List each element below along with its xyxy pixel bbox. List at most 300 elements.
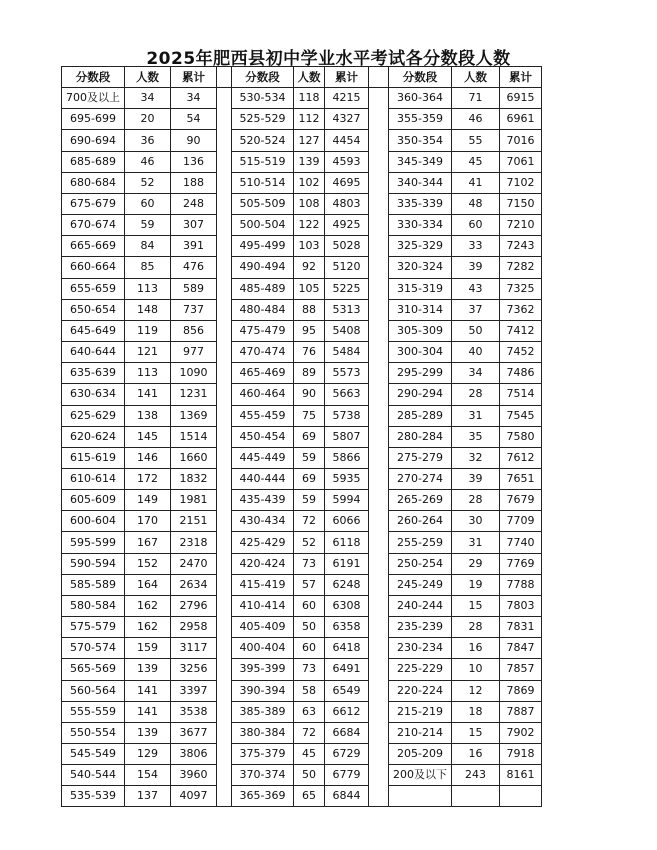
score-range-cell: 520-524 (232, 130, 294, 151)
column-gap (217, 215, 232, 236)
table-row (62, 426, 542, 447)
column-gap (369, 405, 389, 426)
score-range-cell: 340-344 (389, 172, 452, 193)
count-cell: 141 (125, 701, 171, 722)
score-range-cell: 610-614 (62, 468, 125, 489)
count-cell: 148 (125, 299, 171, 320)
cumulative-cell: 3677 (171, 722, 217, 743)
column-gap (217, 172, 232, 193)
score-range-cell: 360-364 (389, 88, 452, 109)
count-cell: 16 (452, 744, 500, 765)
column-gap (217, 701, 232, 722)
count-cell: 60 (294, 595, 325, 616)
count-cell: 60 (452, 215, 500, 236)
column-gap (369, 701, 389, 722)
score-range-cell: 225-229 (389, 659, 452, 680)
cumulative-cell: 737 (171, 299, 217, 320)
column-gap (369, 468, 389, 489)
column-gap (217, 278, 232, 299)
count-cell: 19 (452, 574, 500, 595)
table-row (62, 595, 542, 616)
cumulative-cell: 7514 (500, 384, 542, 405)
count-cell: 41 (452, 172, 500, 193)
column-gap (369, 299, 389, 320)
column-gap (369, 511, 389, 532)
column-gap (217, 722, 232, 743)
cumulative-cell: 7282 (500, 257, 542, 278)
count-cell: 139 (125, 722, 171, 743)
cumulative-cell: 7651 (500, 468, 542, 489)
score-range-cell: 320-324 (389, 257, 452, 278)
cumulative-cell: 8161 (500, 765, 542, 786)
score-range-cell: 270-274 (389, 468, 452, 489)
count-cell: 34 (125, 88, 171, 109)
score-table (61, 66, 542, 807)
column-gap (369, 278, 389, 299)
cumulative-cell: 6066 (325, 511, 369, 532)
column-gap (369, 88, 389, 109)
cumulative-cell: 248 (171, 193, 217, 214)
count-cell: 122 (294, 215, 325, 236)
count-cell: 89 (294, 363, 325, 384)
score-range-cell: 380-384 (232, 722, 294, 743)
cumulative-cell: 7869 (500, 680, 542, 701)
score-range-cell: 440-444 (232, 468, 294, 489)
score-range-cell: 625-629 (62, 405, 125, 426)
cumulative-cell: 3256 (171, 659, 217, 680)
column-header: 人数 (452, 67, 500, 88)
count-cell: 127 (294, 130, 325, 151)
score-range-cell: 505-509 (232, 193, 294, 214)
cumulative-cell: 5225 (325, 278, 369, 299)
score-range-cell: 230-234 (389, 638, 452, 659)
column-gap (217, 109, 232, 130)
count-cell: 39 (452, 468, 500, 489)
count-cell: 20 (125, 109, 171, 130)
score-range-cell: 315-319 (389, 278, 452, 299)
table-row (62, 701, 542, 722)
count-cell: 139 (125, 659, 171, 680)
column-gap (217, 67, 232, 88)
count-cell: 50 (294, 617, 325, 638)
column-header: 人数 (294, 67, 325, 88)
cumulative-cell: 7857 (500, 659, 542, 680)
score-range-cell: 530-534 (232, 88, 294, 109)
cumulative-cell: 7887 (500, 701, 542, 722)
count-cell: 73 (294, 553, 325, 574)
cumulative-cell: 54 (171, 109, 217, 130)
table-row (62, 384, 542, 405)
cumulative-cell: 7486 (500, 363, 542, 384)
column-gap (217, 384, 232, 405)
count-cell: 167 (125, 532, 171, 553)
score-range-cell: 345-349 (389, 151, 452, 172)
cumulative-cell: 2318 (171, 532, 217, 553)
column-gap (217, 342, 232, 363)
cumulative-cell: 5663 (325, 384, 369, 405)
score-range-cell: 650-654 (62, 299, 125, 320)
cumulative-cell: 6418 (325, 638, 369, 659)
column-gap (369, 638, 389, 659)
count-cell: 71 (452, 88, 500, 109)
column-header: 分数段 (232, 67, 294, 88)
column-gap (369, 744, 389, 765)
count-cell: 112 (294, 109, 325, 130)
count-cell: 52 (125, 172, 171, 193)
score-range-cell: 655-659 (62, 278, 125, 299)
count-cell: 28 (452, 490, 500, 511)
score-range-cell: 460-464 (232, 384, 294, 405)
count-cell: 45 (452, 151, 500, 172)
table-row (62, 765, 542, 786)
score-range-cell: 690-694 (62, 130, 125, 151)
count-cell: 90 (294, 384, 325, 405)
count-cell: 75 (294, 405, 325, 426)
score-range-cell: 335-339 (389, 193, 452, 214)
column-header: 累计 (500, 67, 542, 88)
score-range-cell: 310-314 (389, 299, 452, 320)
count-cell: 146 (125, 447, 171, 468)
score-range-cell: 540-544 (62, 765, 125, 786)
column-gap (217, 490, 232, 511)
column-gap (369, 130, 389, 151)
table-row (62, 88, 542, 109)
count-cell: 69 (294, 426, 325, 447)
score-range-cell: 525-529 (232, 109, 294, 130)
column-gap (369, 786, 389, 807)
score-range-cell: 450-454 (232, 426, 294, 447)
score-range-cell: 550-554 (62, 722, 125, 743)
count-cell: 57 (294, 574, 325, 595)
score-range-cell: 425-429 (232, 532, 294, 553)
count-cell: 45 (294, 744, 325, 765)
column-gap (369, 193, 389, 214)
score-range-cell: 640-644 (62, 342, 125, 363)
score-range-cell: 325-329 (389, 236, 452, 257)
cumulative-cell: 7150 (500, 193, 542, 214)
cumulative-cell: 7452 (500, 342, 542, 363)
count-cell: 152 (125, 553, 171, 574)
table-row (62, 553, 542, 574)
cumulative-cell: 856 (171, 320, 217, 341)
count-cell: 108 (294, 193, 325, 214)
count-cell: 162 (125, 617, 171, 638)
column-gap (369, 426, 389, 447)
table-row (62, 722, 542, 743)
cumulative-cell: 2470 (171, 553, 217, 574)
column-gap (217, 744, 232, 765)
cumulative-cell: 7580 (500, 426, 542, 447)
count-cell: 164 (125, 574, 171, 595)
cumulative-cell: 6684 (325, 722, 369, 743)
column-gap (369, 722, 389, 743)
column-header: 累计 (171, 67, 217, 88)
table-row (62, 109, 542, 130)
score-range-cell: 510-514 (232, 172, 294, 193)
score-range-cell: 240-244 (389, 595, 452, 616)
count-cell: 118 (294, 88, 325, 109)
score-range-cell: 595-599 (62, 532, 125, 553)
count-cell: 243 (452, 765, 500, 786)
score-range-cell: 615-619 (62, 447, 125, 468)
count-cell: 65 (294, 786, 325, 807)
table-row (62, 193, 542, 214)
count-cell: 59 (125, 215, 171, 236)
column-header: 分数段 (389, 67, 452, 88)
score-range-cell: 210-214 (389, 722, 452, 743)
cumulative-cell: 136 (171, 151, 217, 172)
table-row (62, 363, 542, 384)
count-cell: 105 (294, 278, 325, 299)
count-cell: 60 (294, 638, 325, 659)
score-range-cell: 265-269 (389, 490, 452, 511)
count-cell: 39 (452, 257, 500, 278)
count-cell: 141 (125, 680, 171, 701)
score-range-cell: 235-239 (389, 617, 452, 638)
count-cell: 34 (452, 363, 500, 384)
cumulative-cell: 4695 (325, 172, 369, 193)
table-row (62, 236, 542, 257)
cumulative-cell: 2958 (171, 617, 217, 638)
cumulative-cell: 6612 (325, 701, 369, 722)
cumulative-cell: 391 (171, 236, 217, 257)
cumulative-cell: 3960 (171, 765, 217, 786)
column-gap (217, 299, 232, 320)
cumulative-cell: 7210 (500, 215, 542, 236)
count-cell: 154 (125, 765, 171, 786)
score-range-cell: 355-359 (389, 109, 452, 130)
cumulative-cell: 6491 (325, 659, 369, 680)
column-gap (217, 617, 232, 638)
score-range-cell: 680-684 (62, 172, 125, 193)
column-gap (369, 151, 389, 172)
column-gap (369, 680, 389, 701)
cumulative-cell: 589 (171, 278, 217, 299)
cumulative-cell: 6844 (325, 786, 369, 807)
score-range-cell: 200及以下 (389, 765, 452, 786)
count-cell: 50 (294, 765, 325, 786)
count-cell: 141 (125, 384, 171, 405)
cumulative-cell: 1090 (171, 363, 217, 384)
cumulative-cell: 6549 (325, 680, 369, 701)
score-range-cell: 470-474 (232, 342, 294, 363)
score-range-cell: 575-579 (62, 617, 125, 638)
column-gap (217, 659, 232, 680)
cumulative-cell: 34 (171, 88, 217, 109)
cumulative-cell: 6118 (325, 532, 369, 553)
column-gap (369, 617, 389, 638)
column-gap (369, 765, 389, 786)
column-gap (217, 363, 232, 384)
score-range-cell: 365-369 (232, 786, 294, 807)
score-range-cell: 405-409 (232, 617, 294, 638)
count-cell: 60 (125, 193, 171, 214)
column-gap (217, 88, 232, 109)
score-range-cell: 465-469 (232, 363, 294, 384)
cumulative-cell: 5738 (325, 405, 369, 426)
table-row (62, 744, 542, 765)
header-row (62, 67, 542, 88)
table-row (62, 638, 542, 659)
score-range-cell: 280-284 (389, 426, 452, 447)
cumulative-cell: 7788 (500, 574, 542, 595)
score-range-cell: 400-404 (232, 638, 294, 659)
cumulative-cell: 4097 (171, 786, 217, 807)
score-range-cell: 685-689 (62, 151, 125, 172)
cumulative-cell: 4454 (325, 130, 369, 151)
count-cell: 58 (294, 680, 325, 701)
score-range-cell: 515-519 (232, 151, 294, 172)
score-range-cell: 620-624 (62, 426, 125, 447)
table-row (62, 447, 542, 468)
column-gap (369, 320, 389, 341)
count-cell: 84 (125, 236, 171, 257)
cumulative-cell: 90 (171, 130, 217, 151)
score-range-cell: 305-309 (389, 320, 452, 341)
count-cell: 16 (452, 638, 500, 659)
score-range-cell: 300-304 (389, 342, 452, 363)
column-gap (217, 405, 232, 426)
cumulative-cell: 4803 (325, 193, 369, 214)
count-cell: 59 (294, 490, 325, 511)
count-cell: 85 (125, 257, 171, 278)
count-cell: 55 (452, 130, 500, 151)
cumulative-cell: 977 (171, 342, 217, 363)
column-gap (217, 257, 232, 278)
score-range-cell: 205-209 (389, 744, 452, 765)
cumulative-cell: 307 (171, 215, 217, 236)
column-gap (369, 595, 389, 616)
score-range-cell: 665-669 (62, 236, 125, 257)
table-row (62, 405, 542, 426)
cumulative-cell: 6729 (325, 744, 369, 765)
cumulative-cell: 4327 (325, 109, 369, 130)
count-cell: 30 (452, 511, 500, 532)
table-row (62, 172, 542, 193)
score-range-cell: 480-484 (232, 299, 294, 320)
count-cell: 46 (452, 109, 500, 130)
count-cell: 145 (125, 426, 171, 447)
score-range-cell: 445-449 (232, 447, 294, 468)
column-gap (369, 659, 389, 680)
column-gap (369, 363, 389, 384)
score-range-cell: 290-294 (389, 384, 452, 405)
count-cell: 31 (452, 405, 500, 426)
table-row (62, 278, 542, 299)
count-cell: 18 (452, 701, 500, 722)
cumulative-cell: 5484 (325, 342, 369, 363)
cumulative-cell: 2796 (171, 595, 217, 616)
cumulative-cell: 6308 (325, 595, 369, 616)
count-cell: 149 (125, 490, 171, 511)
score-range-cell: 545-549 (62, 744, 125, 765)
count-cell: 72 (294, 511, 325, 532)
cumulative-cell: 3397 (171, 680, 217, 701)
count-cell: 159 (125, 638, 171, 659)
score-range-cell: 275-279 (389, 447, 452, 468)
count-cell: 35 (452, 426, 500, 447)
cumulative-cell: 6191 (325, 553, 369, 574)
table-row (62, 257, 542, 278)
count-cell: 137 (125, 786, 171, 807)
cumulative-cell: 4593 (325, 151, 369, 172)
count-cell: 92 (294, 257, 325, 278)
cumulative-cell: 5866 (325, 447, 369, 468)
score-range-cell: 220-224 (389, 680, 452, 701)
table-row (62, 574, 542, 595)
table-row (62, 786, 542, 807)
cumulative-cell: 5028 (325, 236, 369, 257)
column-gap (369, 342, 389, 363)
cumulative-cell: 1832 (171, 468, 217, 489)
table-row (62, 532, 542, 553)
count-cell: 129 (125, 744, 171, 765)
column-gap (217, 468, 232, 489)
score-range-cell: 415-419 (232, 574, 294, 595)
count-cell: 40 (452, 342, 500, 363)
table-row (62, 215, 542, 236)
score-range-cell: 255-259 (389, 532, 452, 553)
count-cell (452, 786, 500, 807)
score-range-cell: 430-434 (232, 511, 294, 532)
cumulative-cell: 7709 (500, 511, 542, 532)
column-gap (217, 553, 232, 574)
count-cell: 170 (125, 511, 171, 532)
column-gap (369, 384, 389, 405)
score-range-cell: 670-674 (62, 215, 125, 236)
cumulative-cell: 5573 (325, 363, 369, 384)
cumulative-cell: 7102 (500, 172, 542, 193)
column-header: 分数段 (62, 67, 125, 88)
count-cell: 28 (452, 617, 500, 638)
count-cell: 162 (125, 595, 171, 616)
column-gap (217, 595, 232, 616)
score-range-cell: 675-679 (62, 193, 125, 214)
score-range-cell: 560-564 (62, 680, 125, 701)
score-range-cell: 260-264 (389, 511, 452, 532)
count-cell: 172 (125, 468, 171, 489)
count-cell: 12 (452, 680, 500, 701)
score-range-cell: 475-479 (232, 320, 294, 341)
count-cell: 113 (125, 363, 171, 384)
cumulative-cell: 7831 (500, 617, 542, 638)
cumulative-cell: 5935 (325, 468, 369, 489)
score-range-cell: 330-334 (389, 215, 452, 236)
score-range-cell: 600-604 (62, 511, 125, 532)
table-row (62, 320, 542, 341)
column-gap (217, 765, 232, 786)
cumulative-cell: 7061 (500, 151, 542, 172)
column-gap (217, 193, 232, 214)
score-range-cell: 435-439 (232, 490, 294, 511)
table-row (62, 468, 542, 489)
score-range-cell: 250-254 (389, 553, 452, 574)
score-range-cell: 490-494 (232, 257, 294, 278)
cumulative-cell: 7847 (500, 638, 542, 659)
column-gap (217, 511, 232, 532)
score-range-cell: 660-664 (62, 257, 125, 278)
table-row (62, 680, 542, 701)
cumulative-cell: 1981 (171, 490, 217, 511)
table-row (62, 342, 542, 363)
score-range-cell: 590-594 (62, 553, 125, 574)
score-range-cell: 245-249 (389, 574, 452, 595)
score-range-cell: 585-589 (62, 574, 125, 595)
column-gap (217, 447, 232, 468)
score-range-cell: 605-609 (62, 490, 125, 511)
count-cell: 59 (294, 447, 325, 468)
column-gap (369, 215, 389, 236)
